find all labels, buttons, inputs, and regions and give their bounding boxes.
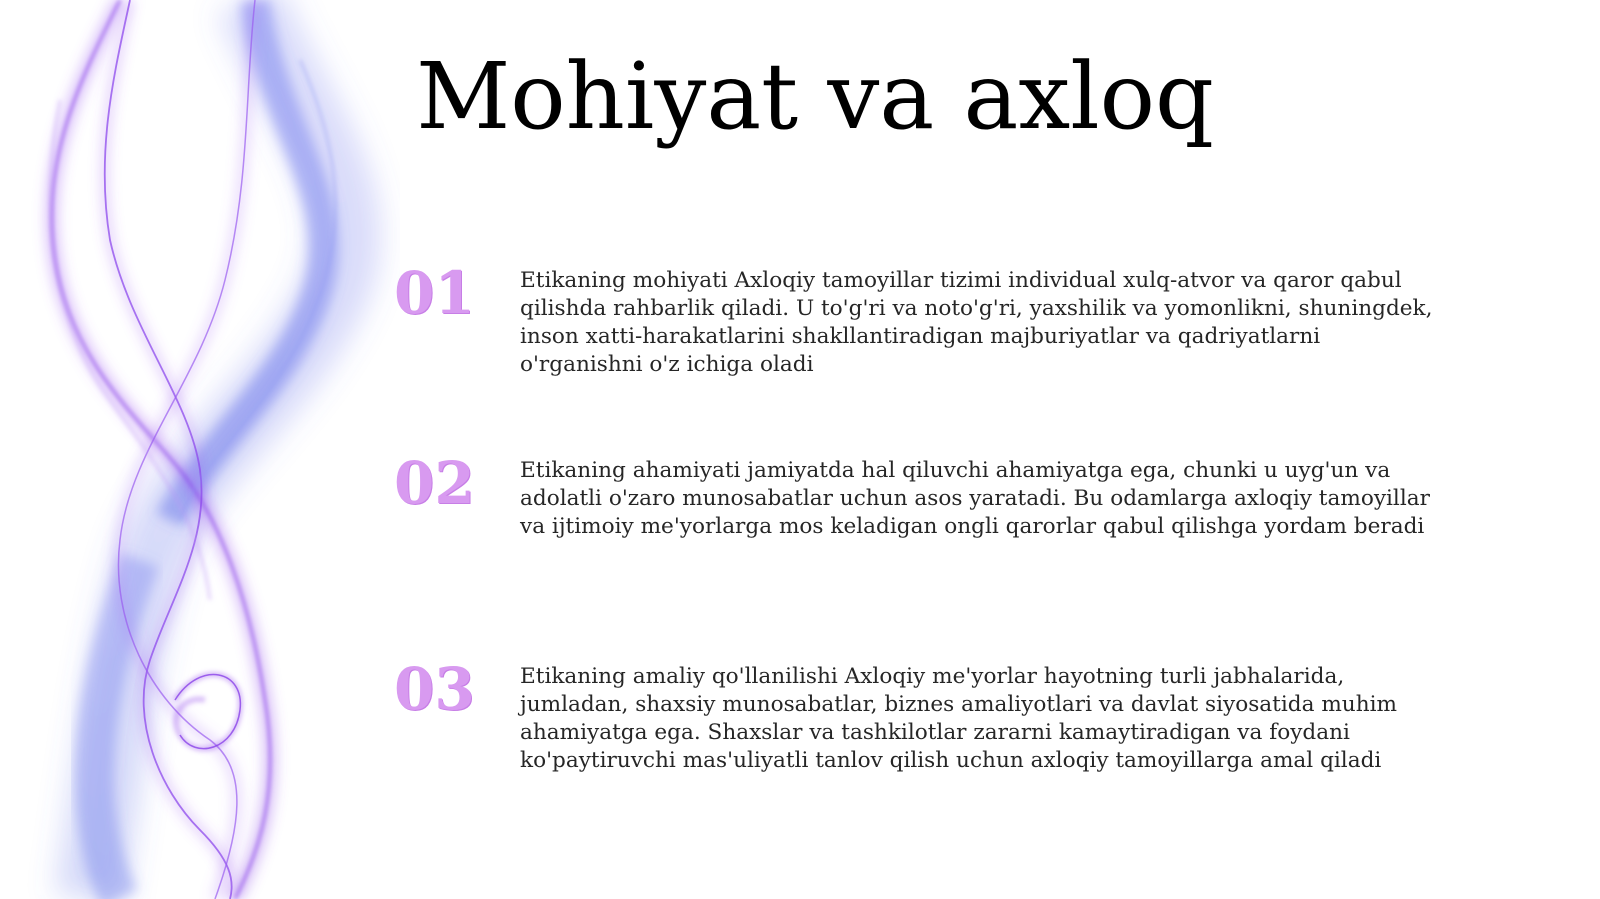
item-number: 03 — [394, 655, 475, 723]
item-number: 02 — [394, 449, 475, 517]
list-item — [394, 448, 1454, 578]
list-item — [394, 654, 1454, 784]
item-text: Etikaning ahamiyati jamiyatda hal qiluvchi ahamiyatga ega, chunki u uyg'un va adolatli o'zaro munosabatlar uchun asos yaratadi. Bu odamlarga axloqiy tamoyillar va ijtimoiy me'yorlarga mos keladigan ongli qarorlar qabul qilishga yordam beradi — [520, 458, 1430, 539]
slide-title: Mohiyat va axloq — [416, 43, 1214, 150]
item-number: 01 — [394, 259, 475, 327]
list-item — [394, 258, 1454, 388]
item-text: Etikaning amaliy qo'llanilishi Axloqiy me'yorlar hayotning turli jabhalarida, jumladan, shaxsiy munosabatlar, biznes amaliyotlari va davlat siyosatida muhim ahamiyatga ega. Shaxslar va tashkilotlar zararni kamaytiradigan va foydani ko'paytiruvchi mas'uliyatli tanlov qilish uchun axloqiy tamoyillarga amal qiladi — [520, 664, 1398, 773]
item-text: Etikaning mohiyati Axloqiy tamoyillar tizimi individual xulq-atvor va qaror qabul qilishda rahbarlik qiladi. U to'g'ri va noto'g'ri, yaxshilik va yomonlikni, shuningdek, inson xatti-harakatlarini shakllantiradigan majburiyatlar va qadriyatlarni o'rganishni o'z ichiga oladi — [520, 268, 1433, 377]
